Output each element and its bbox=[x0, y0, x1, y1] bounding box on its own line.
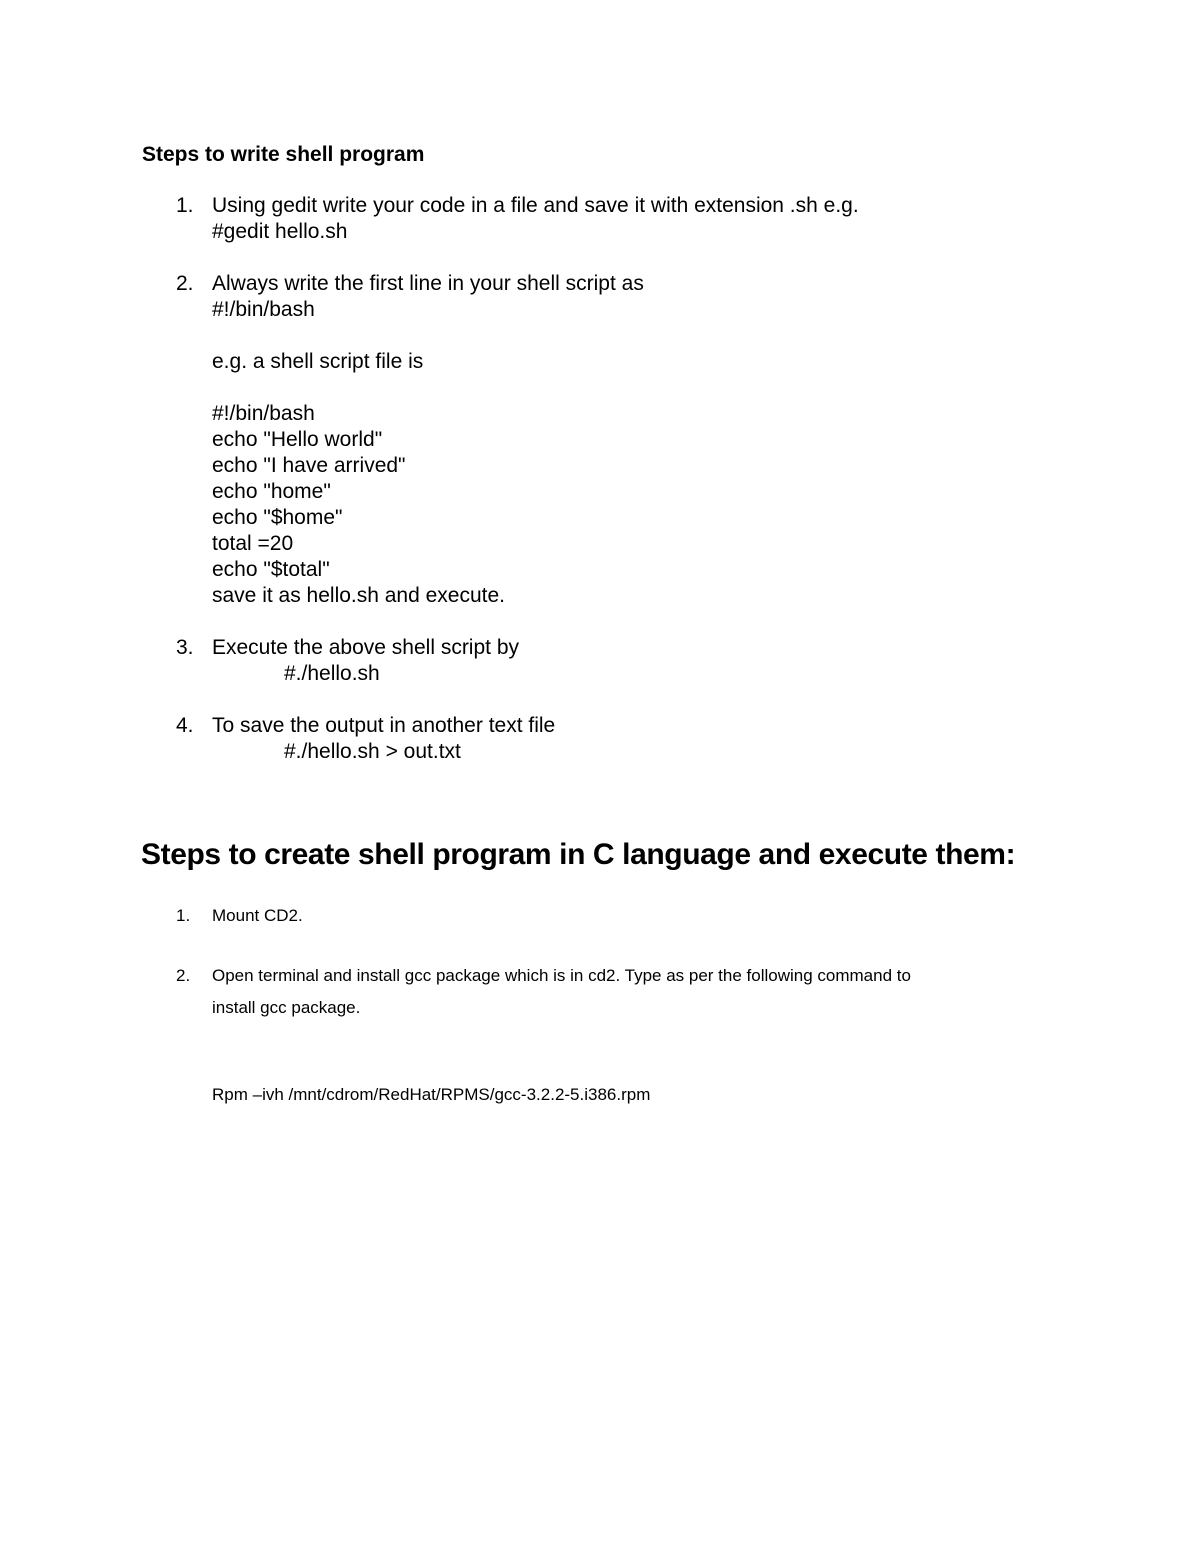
code-line: echo "Hello world" bbox=[212, 428, 383, 451]
list-item bbox=[0, 713, 1200, 765]
code-line: #!/bin/bash bbox=[212, 402, 315, 425]
list-item-text: To save the output in another text file bbox=[212, 714, 556, 737]
list-item-number: 4. bbox=[176, 714, 194, 737]
code-line: #./hello.sh > out.txt bbox=[284, 740, 461, 763]
code-line: #gedit hello.sh bbox=[212, 220, 348, 243]
code-line: #./hello.sh bbox=[284, 662, 380, 685]
list-item-number: 2. bbox=[176, 272, 194, 295]
list-item bbox=[0, 635, 1200, 687]
list-item-text: install gcc package. bbox=[212, 998, 361, 1017]
section1-list bbox=[0, 193, 1200, 791]
list-item bbox=[0, 271, 1200, 609]
code-line: echo "I have arrived" bbox=[212, 454, 406, 477]
list-item-text: save it as hello.sh and execute. bbox=[212, 584, 506, 607]
list-item-text: Using gedit write your code in a file and save it with extension .sh e.g. bbox=[212, 194, 859, 217]
code-line: echo "$total" bbox=[212, 558, 330, 581]
list-item-number: 3. bbox=[176, 636, 194, 659]
blank-line bbox=[212, 323, 1200, 349]
list-item-text: e.g. a shell script file is bbox=[212, 350, 424, 373]
section2-heading: Steps to create shell program in C language and execute them: bbox=[141, 838, 1016, 871]
blank-line bbox=[212, 375, 1200, 401]
section2-list bbox=[0, 900, 1200, 1024]
list-item-text: Always write the first line in your shell script as bbox=[212, 272, 644, 295]
code-line: #!/bin/bash bbox=[212, 298, 315, 321]
code-line: total =20 bbox=[212, 532, 294, 555]
section1-heading: Steps to write shell program bbox=[142, 143, 425, 166]
install-command: Rpm –ivh /mnt/cdrom/RedHat/RPMS/gcc-3.2.2-5.i386.rpm bbox=[212, 1085, 651, 1104]
list-item bbox=[0, 193, 1200, 245]
list-item-number: 1. bbox=[176, 194, 194, 217]
code-line: echo "$home" bbox=[212, 506, 343, 529]
list-item-text: Open terminal and install gcc package which is in cd2. Type as per the following command to bbox=[212, 966, 911, 985]
list-item-text: Execute the above shell script by bbox=[212, 636, 520, 659]
list-item bbox=[0, 960, 1200, 1024]
list-item bbox=[0, 900, 1200, 932]
list-item-number: 2. bbox=[176, 966, 191, 985]
list-item-text: Mount CD2. bbox=[212, 906, 303, 925]
code-line: echo "home" bbox=[212, 480, 331, 503]
list-item-number: 1. bbox=[176, 906, 191, 925]
